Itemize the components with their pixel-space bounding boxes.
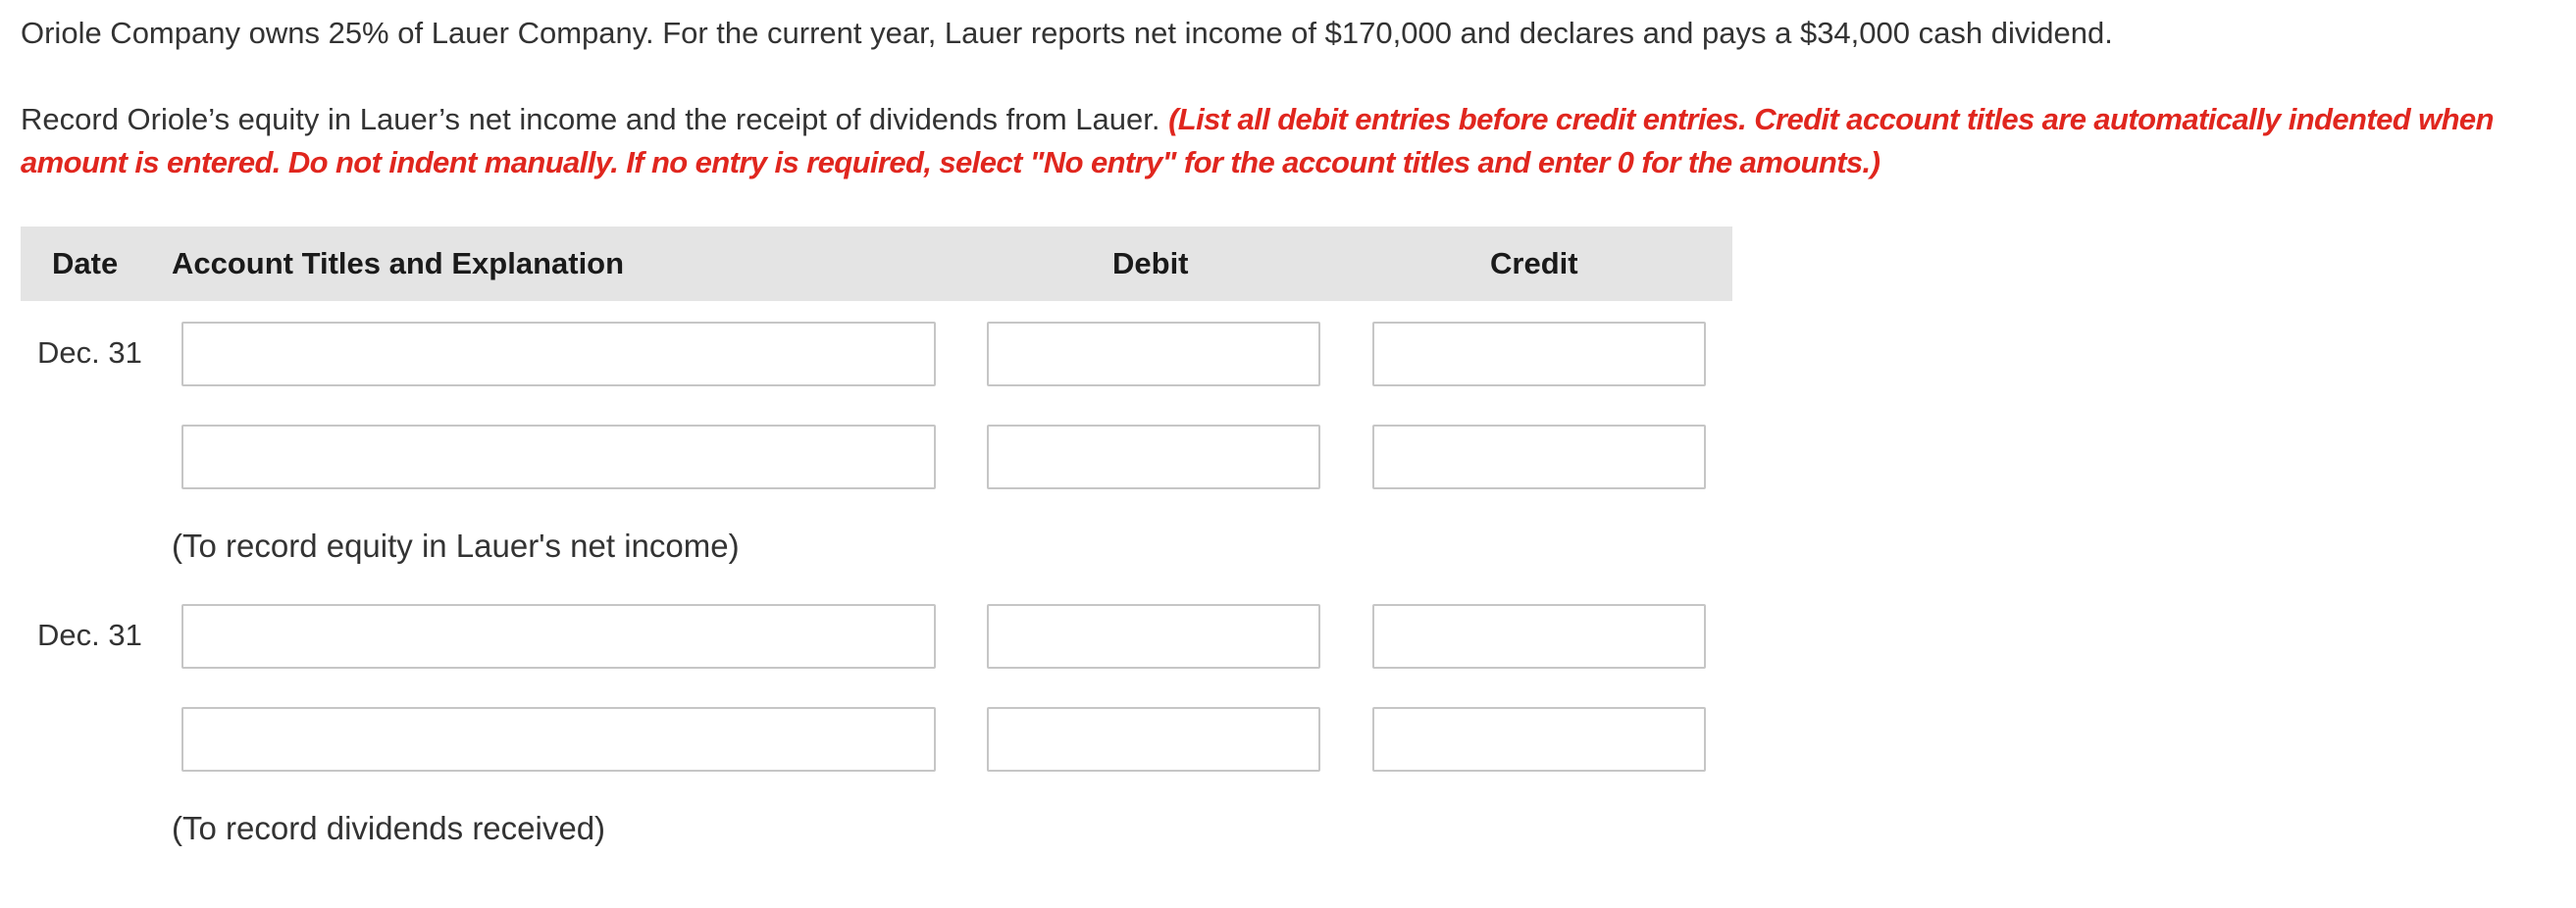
header-date: Date [52,246,119,280]
problem-statement: Oriole Company owns 25% of Lauer Company. For the current year, Lauer reports net income of $170,000 and declares and pays a $34,000 cash dividend. [21,16,2113,50]
entry-2-row-1-debit-input[interactable] [987,604,1320,669]
journal-table-header [21,227,1732,301]
task-text: Record Oriole’s equity in Lauer’s net income and the receipt of dividends from Lauer. [21,102,1160,136]
entry-2-date: Dec. 31 [37,618,142,652]
entry-1-row-1-debit-input[interactable] [987,322,1320,386]
entry-1-row-2-credit-input[interactable] [1372,425,1706,489]
entry-1-explanation: (To record equity in Lauer's net income) [172,528,740,564]
entry-2-row-1-account-input[interactable] [181,604,936,669]
entry-2-row-2-account-input[interactable] [181,707,936,772]
header-credit: Credit [1490,246,1578,280]
entry-1-row-1-account-input[interactable] [181,322,936,386]
entry-1-row-2-account-input[interactable] [181,425,936,489]
entry-1-row-1-credit-input[interactable] [1372,322,1706,386]
entry-2-row-2-debit-input[interactable] [987,707,1320,772]
header-account-titles: Account Titles and Explanation [172,246,625,280]
entry-2-explanation: (To record dividends received) [172,810,606,846]
header-debit: Debit [1112,246,1189,280]
task-paragraph [21,98,2561,184]
entry-1-date: Dec. 31 [37,335,142,370]
entry-2-row-1-credit-input[interactable] [1372,604,1706,669]
instructions-text: (List all debit entries before credit entries. Credit account titles are automatically indented when amount is entered. Do not indent manually. If no entry is required, select "No entry" for the account titles and enter 0 for the amounts.) [21,102,2494,179]
entry-1-row-2-debit-input[interactable] [987,425,1320,489]
entry-2-row-2-credit-input[interactable] [1372,707,1706,772]
